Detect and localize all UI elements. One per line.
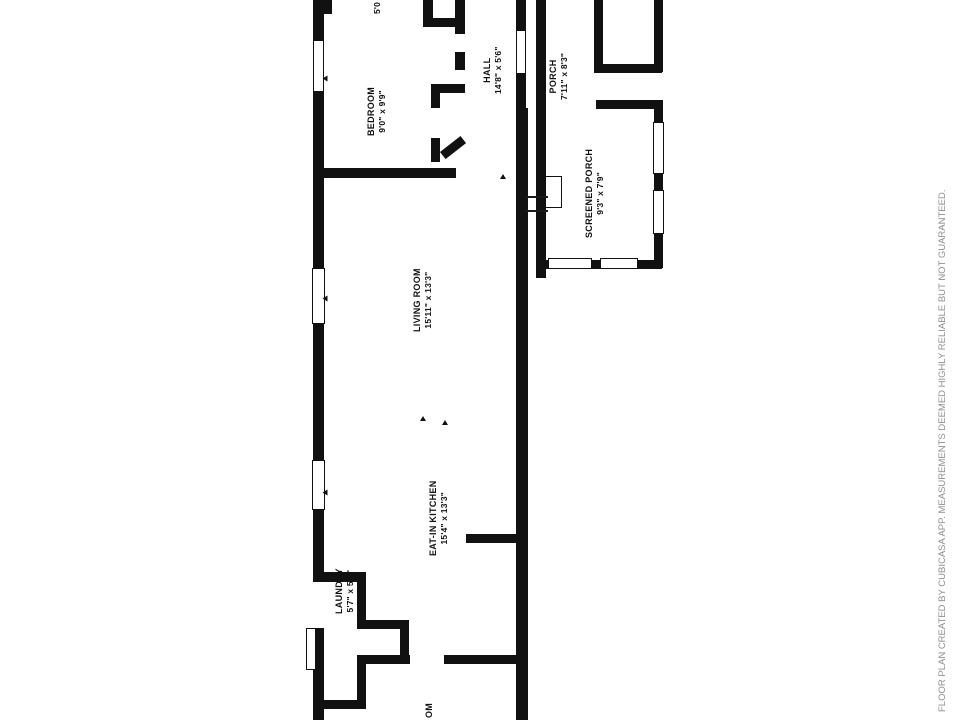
wall-segment xyxy=(440,136,466,159)
room-label-living-room xyxy=(412,268,434,332)
room-dimensions: 7'11" x 8'3" xyxy=(559,52,570,100)
wall-segment xyxy=(594,0,603,72)
screen-panel xyxy=(653,122,664,174)
room-name: EAT-IN KITCHEN xyxy=(428,480,438,556)
screen-panel xyxy=(600,258,638,269)
door-marker xyxy=(519,500,524,506)
wall-segment xyxy=(400,620,409,658)
room-dimensions: 9'0" x 9'9" xyxy=(377,90,388,133)
wall-segment xyxy=(654,0,663,72)
room-name: LIVING ROOM xyxy=(412,268,422,332)
wall-segment xyxy=(466,534,524,543)
room-name: OM xyxy=(424,702,434,718)
room-dimensions: 5'0 xyxy=(372,1,382,14)
wall-segment xyxy=(431,138,440,162)
room-name: PORCH xyxy=(548,59,558,94)
wall-segment xyxy=(455,52,465,70)
door-marker xyxy=(500,174,506,179)
door-marker xyxy=(519,340,524,346)
wall-segment xyxy=(526,210,548,212)
door-marker xyxy=(323,76,328,82)
door-marker xyxy=(323,296,328,302)
room-name: BEDROOM xyxy=(366,86,376,136)
room-dimensions: 9'3" x 7'9" xyxy=(595,172,606,215)
room-label-laundry xyxy=(334,568,356,614)
window-opening xyxy=(306,628,316,670)
disclaimer-container xyxy=(936,0,960,720)
wall-segment xyxy=(526,196,548,198)
wall-segment xyxy=(516,352,528,496)
wall-segment xyxy=(516,496,528,660)
wall-segment xyxy=(423,18,465,27)
wall-segment xyxy=(431,84,440,108)
room-label-screened-porch xyxy=(584,149,606,238)
wall-segment xyxy=(313,168,456,178)
room-dimensions: 14'8" x 5'6" xyxy=(493,46,504,94)
room-label-bedroom-partial xyxy=(372,2,383,14)
wall-segment xyxy=(313,510,324,572)
wall-segment xyxy=(516,74,526,108)
door-marker xyxy=(456,656,462,661)
wall-segment xyxy=(366,655,410,664)
wall-segment xyxy=(516,660,528,720)
wall-segment xyxy=(594,64,662,73)
wall-segment xyxy=(654,100,663,122)
window-opening xyxy=(313,40,324,92)
door-marker xyxy=(442,420,448,425)
screen-panel xyxy=(548,258,592,269)
room-name: HALL xyxy=(482,57,492,83)
door-opening xyxy=(540,176,562,208)
wall-segment xyxy=(654,174,663,190)
wall-segment xyxy=(313,174,324,268)
wall-segment xyxy=(313,324,324,460)
room-label-hall xyxy=(482,46,504,94)
room-name: LAUNDRY xyxy=(334,568,344,614)
door-marker xyxy=(420,416,426,421)
room-dimensions: 5'7" x 5'1" xyxy=(345,569,356,613)
screen-panel xyxy=(653,190,664,234)
room-label-room-bottom xyxy=(424,703,435,718)
wall-segment xyxy=(324,0,332,14)
room-dimensions: 15'11" x 13'3" xyxy=(423,271,434,329)
wall-segment xyxy=(516,218,528,338)
room-name: SCREENED PORCH xyxy=(584,148,594,238)
disclaimer-text: FLOOR PLAN CREATED BY CUBICASA APP. MEASUREMENTS DEEMED HIGHLY RELIABLE BUT NOT GUARANTEED. xyxy=(937,189,948,712)
wall-segment xyxy=(357,655,366,709)
room-label-bedroom xyxy=(366,87,388,136)
wall-segment xyxy=(455,0,465,34)
room-label-eat-in-kitchen xyxy=(428,480,450,556)
wall-segment xyxy=(536,0,546,100)
door-marker xyxy=(323,490,328,496)
door-marker xyxy=(519,120,524,126)
window-opening xyxy=(516,30,526,74)
wall-segment xyxy=(596,100,662,109)
wall-segment xyxy=(313,0,324,40)
wall-segment xyxy=(516,0,526,30)
window-opening xyxy=(312,460,325,510)
wall-segment xyxy=(313,674,324,720)
wall-segment xyxy=(313,92,324,174)
room-label-porch xyxy=(548,53,570,100)
room-dimensions: 15'4" x 13'3" xyxy=(439,491,450,545)
